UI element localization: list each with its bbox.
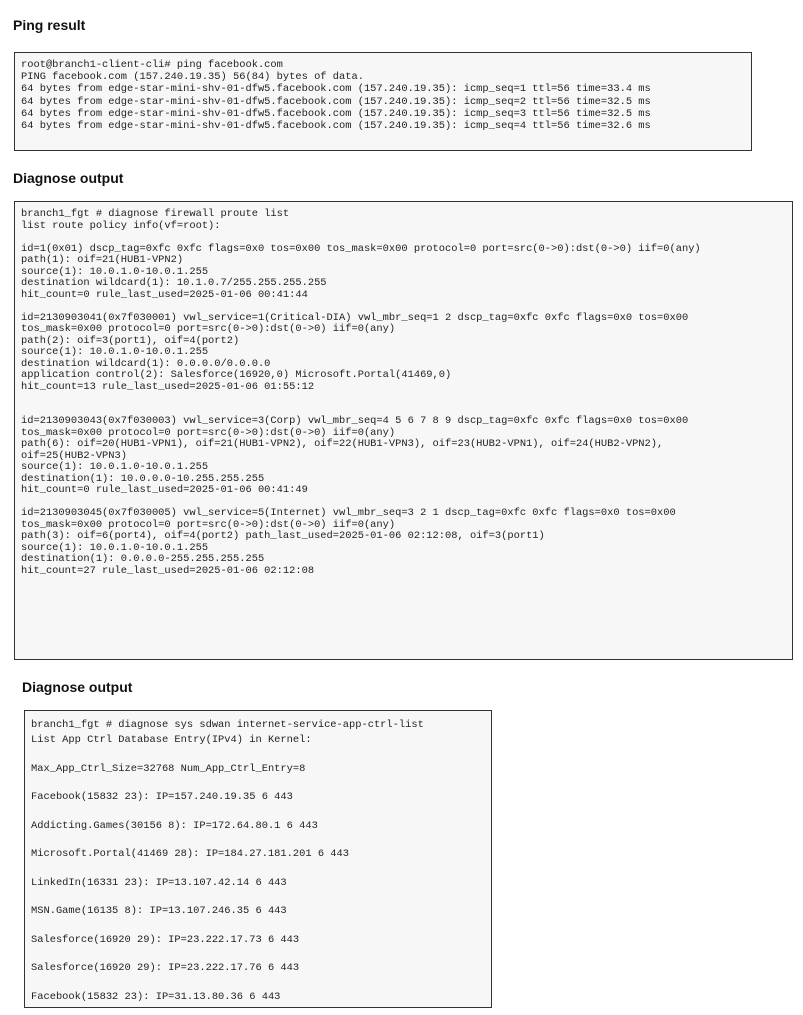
terminal-line: source(1): 10.0.1.0-10.0.1.255	[21, 541, 209, 554]
terminal-line	[31, 777, 485, 790]
route-diagnose-heading: Diagnose output	[13, 170, 124, 186]
terminal-line: branch1_fgt # diagnose sys sdwan internet-service-app-ctrl-list	[31, 719, 424, 731]
terminal-line: tos_mask=0x00 protocol=0 port=src(0->0):dst(0->0) iif=0(any)	[21, 426, 396, 439]
app-ctrl-diagnose-heading: Diagnose output	[22, 679, 133, 695]
terminal-line: source(1): 10.0.1.0-10.0.1.255	[21, 346, 209, 358]
terminal-line: path(6): oif=20(HUB1-VPN1), oif=21(HUB1-VPN2), oif=22(HUB1-VPN3), oif=23(HUB2-VPN1), oif=24(HUB2-VPN2),	[21, 438, 664, 450]
terminal-line	[31, 862, 485, 875]
terminal-line: source(1): 10.0.1.0-10.0.1.255	[21, 461, 209, 473]
terminal-line	[31, 748, 485, 761]
ping-result-heading: Ping result	[13, 17, 86, 33]
app-ctrl-output-box	[24, 710, 492, 1008]
terminal-line: path(3): oif=6(port4), oif=4(port2) path_last_used=2025-01-06 02:12:08, oif=3(port1)	[21, 530, 545, 542]
terminal-line	[31, 891, 485, 904]
terminal-line: hit_count=0 rule_last_used=2025-01-06 00:41:44	[21, 288, 308, 301]
terminal-line: tos_mask=0x00 protocol=0 port=src(0->0):dst(0->0) iif=0(any)	[21, 518, 396, 531]
terminal-line: path(1): oif=21(HUB1-VPN2)	[21, 254, 184, 266]
terminal-line: tos_mask=0x00 protocol=0 port=src(0->0):dst(0->0) iif=0(any)	[21, 323, 396, 335]
terminal-line: MSN.Game(16135 8): IP=13.107.246.35 6 443	[31, 905, 287, 918]
terminal-line: hit_count=0 rule_last_used=2025-01-06 00:41:49	[21, 484, 308, 496]
terminal-line: List App Ctrl Database Entry(IPv4) in Kernel:	[31, 734, 312, 747]
ping-output-box	[14, 52, 752, 151]
terminal-line: oif=25(HUB2-VPN3)	[21, 449, 128, 462]
terminal-line: list route policy info(vf=root):	[21, 219, 221, 232]
terminal-line: destination wildcard(1): 10.1.0.7/255.255.255.255	[21, 277, 327, 289]
terminal-line: 64 bytes from edge-star-mini-shv-01-dfw5.facebook.com (157.240.19.35): icmp_seq=4 ttl=56 time=32.6 ms	[21, 119, 651, 132]
terminal-line: id=2130903043(0x7f030003) vwl_service=3(Corp) vwl_mbr_seq=4 5 6 7 8 9 dscp_tag=0xfc 0xfc flags=0x0 tos=0x00	[21, 415, 689, 427]
terminal-line: hit_count=27 rule_last_used=2025-01-06 02:12:08	[21, 564, 315, 577]
terminal-line: id=1(0x01) dscp_tag=0xfc 0xfc flags=0x0 tos=0x00 tos_mask=0x00 protocol=0 port=src(0->0):dst(0->0) iif=0(any)	[21, 242, 701, 255]
terminal-line: destination(1): 0.0.0.0-255.255.255.255	[21, 553, 265, 565]
terminal-line: Microsoft.Portal(41469 28): IP=184.27.181.201 6 443	[31, 848, 350, 861]
terminal-line: path(2): oif=3(port1), oif=4(port2)	[21, 334, 240, 347]
terminal-line	[31, 976, 485, 989]
terminal-line: id=2130903045(0x7f030005) vwl_service=5(Internet) vwl_mbr_seq=3 2 1 dscp_tag=0xfc 0xfc flags=0x0 tos=0x00	[21, 507, 676, 519]
terminal-line: destination wildcard(1): 0.0.0.0/0.0.0.0	[21, 357, 271, 370]
terminal-line	[21, 232, 786, 244]
terminal-line	[31, 805, 485, 818]
terminal-line: Salesforce(16920 29): IP=23.222.17.73 6 443	[31, 933, 300, 946]
terminal-line: 64 bytes from edge-star-mini-shv-01-dfw5.facebook.com (157.240.19.35): icmp_seq=1 ttl=56 time=33.4 ms	[21, 83, 651, 96]
terminal-line: 64 bytes from edge-star-mini-shv-01-dfw5.facebook.com (157.240.19.35): icmp_seq=3 ttl=56 time=32.5 ms	[21, 107, 651, 120]
terminal-line: Max_App_Ctrl_Size=32768 Num_App_Ctrl_Entry=8	[31, 762, 306, 775]
terminal-line: Addicting.Games(30156 8): IP=172.64.80.1 6 443	[31, 819, 318, 832]
terminal-line: Facebook(15832 23): IP=157.240.19.35 6 443	[31, 791, 293, 804]
terminal-line: source(1): 10.0.1.0-10.0.1.255	[21, 265, 209, 278]
terminal-line	[31, 919, 485, 932]
route-policy-output-box	[14, 201, 793, 660]
terminal-line	[21, 393, 786, 405]
terminal-line	[21, 301, 786, 313]
terminal-line: application control(2): Salesforce(16920,0) Microsoft.Portal(41469,0)	[21, 369, 452, 381]
terminal-line: hit_count=13 rule_last_used=2025-01-06 01:55:12	[21, 380, 315, 393]
terminal-line: 64 bytes from edge-star-mini-shv-01-dfw5.facebook.com (157.240.19.35): icmp_seq=2 ttl=56 time=32.5 ms	[21, 95, 651, 108]
terminal-line: id=2130903041(0x7f030001) vwl_service=1(Critical-DIA) vwl_mbr_seq=1 2 dscp_tag=0xfc 0xfc flags=0x0 tos=0x00	[21, 311, 689, 324]
terminal-line: LinkedIn(16331 23): IP=13.107.42.14 6 443	[31, 876, 287, 889]
terminal-line: destination(1): 10.0.0.0-10.255.255.255	[21, 472, 265, 485]
terminal-line: Facebook(15832 23): IP=31.13.80.36 6 443	[31, 990, 281, 1003]
terminal-line: root@branch1-client-cli# ping facebook.com	[21, 59, 283, 71]
terminal-line	[31, 834, 485, 847]
terminal-line: Salesforce(16920 29): IP=23.222.17.76 6 443	[31, 962, 300, 975]
terminal-line: branch1_fgt # diagnose firewall proute list	[21, 208, 290, 220]
terminal-line	[31, 948, 485, 961]
terminal-line: PING facebook.com (157.240.19.35) 56(84) bytes of data.	[21, 71, 364, 84]
